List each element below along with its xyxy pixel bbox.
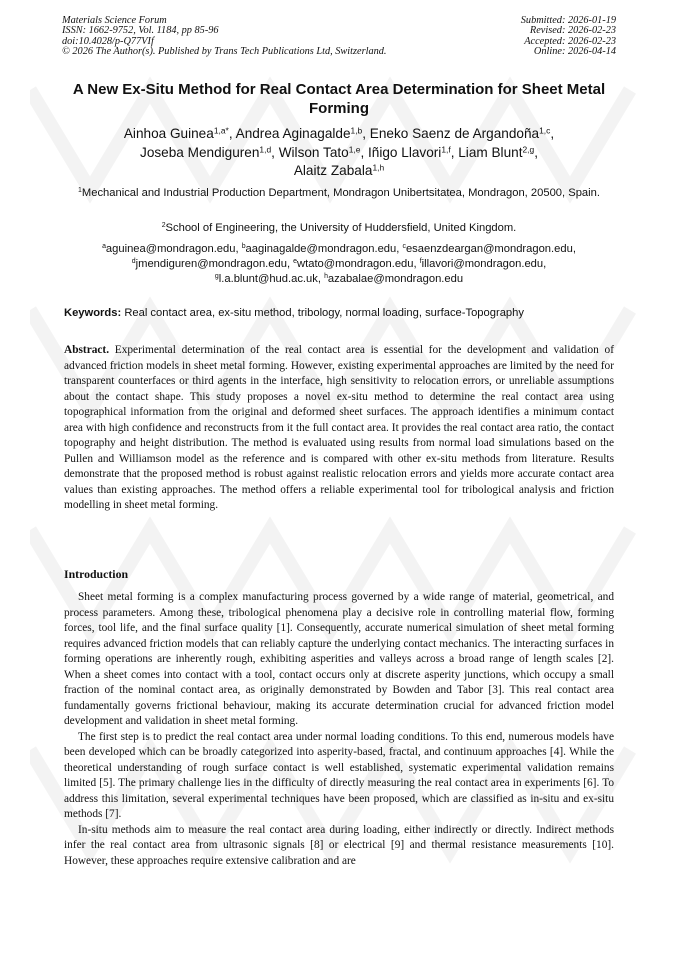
author-name: Ainhoa Guinea$^{1,a*}$ [123,125,229,141]
keywords-label: Keywords: [64,307,122,319]
doi-line: doi:10.4028/p-Q77VIf [62,35,154,47]
online-date: Online: 2026-04-14 [533,45,616,57]
paragraph: In-situ methods aim to measure the real contact area during loading, either indirectly or directly. Indirect methods infer the real contact area from ultrasonic signals [8] or electrical [9] and thermal resistance measurements [10]. However, these approaches require extensive calibration and are [64,823,614,867]
submitted-date: Submitted: 2026-01-19 [520,15,616,26]
abstract-text: Experimental determination of the real contact area is essential for the development and validation of advanced friction models in sheet metal forming. However, existing experimental approaches are limited by the need for transparent counterfaces or third agents in the interface, high sensitivity to relocation errors, or unreliable assumptions about the contact shape. This study proposes a novel ex-situ method to determine the real contact area using topographical information from the original and deformed sheet surfaces. The approach identifies a minimum contact area with high confidence and reconstructs from it the full contact area. It provides the real contact area ratio, the contact topography and height distribution. The method is evaluated using results from normal load simulations based on the Pullen and Williamson model as the reference and is compared with other ex-situ methods from literature. Results demonstrate that the proposed method is robust against realistic relocation errors and yields more accurate contact area values than existing approaches. The method offers a reliable experimental tool for tribological analysis and friction modelling in sheet metal forming. [64,344,614,511]
email-address: $^a$aguinea@mondragon.edu [102,243,236,255]
affiliation-1: $^1$Mechanical and Industrial Production Department, Mondragon Unibertsitatea, Mondragon, 20500, Spain. [78,187,600,199]
author-name: Liam Blunt$^{2,g}$ [458,143,535,160]
introduction-body [64,590,614,869]
email-address: $^g$l.a.blunt@hud.ac.uk [214,273,318,285]
keywords-text: Real contact area, ex-situ method, tribology, normal loading, surface-Topography [124,307,524,319]
copyright-line: © 2026 The Author(s). Published by Trans Tech Publications Ltd, Switzerland. [62,45,387,57]
author-name: Iñigo Llavori$^{1,f}$ [368,143,451,160]
revised-date: Revised: 2026-02-23 [529,25,616,37]
email-address: $^e$wtato@mondragon.edu [293,258,414,270]
author-name: Wilson Tato$^{1,e}$ [278,143,361,160]
introduction-heading: Introduction [64,567,129,581]
journal-info [62,16,386,57]
paragraph: Sheet metal forming is a complex manufacturing process governed by a wide range of material, geometrical, and process parameters. Among these, tribological phenomena play a decisive role in controlling material flow, forming forces, tool life, and the final surface quality [1]. Consequently, accurate numerical simulation of sheet metal forming requires advanced friction models that can reliably capture the underlying contact mechanics. The interacting surfaces in forming operations are inherently rough, exhibiting asperities and valleys across a broad range of length scales [2]. When a sheet comes into contact with a tool, contact occurs only at discrete asperity junctions, which occupy a small fraction of the nominal contact area, as originally demonstrated by Bowden and Tabor [3]. This real contact area fundamentally governs frictional behaviour, making its accurate determination crucial for advanced friction model development and validation in sheet metal forming. [64,591,614,727]
accepted-date: Accepted: 2026-02-23 [524,35,616,47]
author-name: Alaitz Zabala$^{1,h}$ [293,162,385,178]
email-address: $^c$esaenzdeargan@mondragon.edu [402,243,573,255]
author-list: Ainhoa Guinea$^{1,a*}$, Andrea Aginagalde$^{1,b}$, Eneko Saenz de Argandoña$^{1,c}$, Joseba Mendiguren$^{1,d}$, Wilson Tato$^{1,e}$, Iñigo Llavori$^{1,f}$, Liam Blunt$^{2,g}$, Alaitz Zabala$^{1,h}$ [123,125,555,178]
email-address: $^f$illavori@mondragon.edu [419,258,544,270]
paragraph: The first step is to predict the real contact area under normal loading conditions. To this end, numerous models have been developed which can be broadly categorized into asperity-based, fractal, and continuum approaches [4]. While the theoretical understanding of rough surface contact is well established, systematic experimental validation remains limited [5]. The primary challenge lies in the difficulty of directly measuring the real contact area in experiments [6]. To address this limitation, several experimental techniques have been proposed, which are classified as in-situ and ex-situ methods [7]. [64,730,614,820]
affiliation-2: $^2$School of Engineering, the University of Huddersfield, United Kingdom. [161,222,517,234]
email-address: $^h$azabalae@mondragon.edu [324,273,464,285]
email-address: $^d$jmendiguren@mondragon.edu [131,258,287,270]
issn-line: ISSN: 1662-9752, Vol. 1184, pp 85-96 [62,25,219,37]
paper-title: A New Ex-Situ Method for Real Contact Area Determination for Sheet Metal Forming [72,81,606,117]
abstract-label: Abstract. [64,344,110,356]
publication-dates [521,16,616,57]
email-address: $^b$aaginagalde@mondragon.edu [241,243,397,255]
abstract-section [64,343,614,514]
journal-header [62,16,616,57]
keywords-section [64,306,616,321]
journal-name: Materials Science Forum [62,15,167,26]
author-name: Eneko Saenz de Argandoña$^{1,c}$ [369,125,551,141]
author-name: Andrea Aginagalde$^{1,b}$ [235,125,363,141]
email-list: $^a$aguinea@mondragon.edu, $^b$aaginagalde@mondragon.edu, $^c$esaenzdeargan@mondragon.edu, $^d$jmendiguren@mondragon.edu, $^e$wtato@mondragon.edu, $^f$illavori@mondragon.edu, $^g$l.a.blunt@hud.ac.uk, $^h$azabalae@mondragon.edu [102,243,576,285]
author-name: Joseba Mendiguren$^{1,d}$ [140,143,272,160]
